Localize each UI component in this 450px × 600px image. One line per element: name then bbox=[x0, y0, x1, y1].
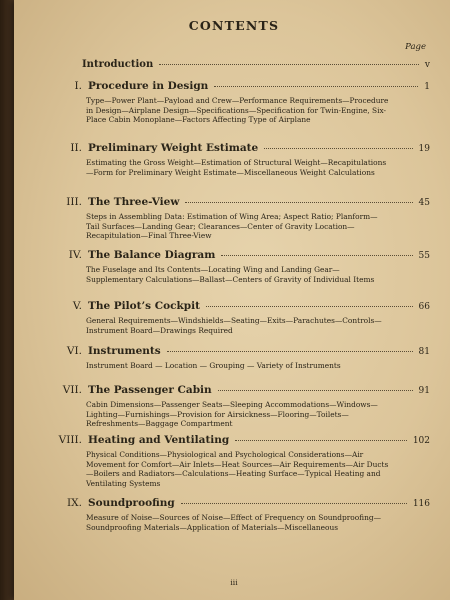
chapter-number: IV. bbox=[68, 249, 82, 261]
dot-leader bbox=[221, 255, 412, 256]
chapter-title: Instruments bbox=[88, 345, 161, 357]
chapter-number: VIII. bbox=[58, 434, 82, 446]
chapter-title: Soundproofing bbox=[88, 497, 175, 509]
dot-leader bbox=[214, 86, 418, 87]
chapter-page: 81 bbox=[418, 347, 430, 357]
chapter-page: 91 bbox=[418, 386, 430, 396]
page-folio: iii bbox=[230, 578, 238, 587]
toc-chapter-7 bbox=[44, 384, 430, 429]
chapter-number: II. bbox=[70, 142, 82, 154]
toc-chapter-9 bbox=[44, 497, 430, 532]
toc-chapter-1 bbox=[44, 80, 430, 125]
chapter-page: 102 bbox=[412, 436, 430, 446]
dot-leader bbox=[264, 148, 412, 149]
toc-entry-page: v bbox=[424, 60, 430, 70]
chapter-title: The Balance Diagram bbox=[88, 249, 216, 261]
chapter-title: Procedure in Design bbox=[88, 80, 209, 92]
chapter-title: The Pilot’s Cockpit bbox=[88, 300, 200, 312]
chapter-page: 116 bbox=[412, 499, 430, 509]
chapter-number: IX. bbox=[67, 497, 82, 509]
toc-chapter-6 bbox=[44, 345, 430, 371]
chapter-number: VII. bbox=[62, 384, 82, 396]
toc-chapter-5 bbox=[44, 300, 430, 335]
chapter-page: 66 bbox=[418, 302, 430, 312]
chapter-description: Instrument Board — Location — Grouping — Variety of Instruments bbox=[86, 361, 341, 370]
dot-leader bbox=[185, 202, 412, 203]
dot-leader bbox=[218, 390, 413, 391]
dot-leader bbox=[167, 351, 413, 352]
toc-chapter-2 bbox=[44, 142, 430, 177]
chapter-page: 45 bbox=[418, 198, 430, 208]
chapter-description: General Requirements—Windshields—Seating—Exits—Parachutes—Controls—Instrument Board—Drawings Required bbox=[86, 316, 382, 335]
dot-leader bbox=[206, 306, 413, 307]
chapter-description: Estimating the Gross Weight—Estimation of Structural Weight—Recapitulations—Form for Preliminary Weight Estimate—Miscellaneous Weight Calculations bbox=[86, 158, 387, 177]
toc-entry-introduction bbox=[82, 59, 430, 70]
chapter-number: V. bbox=[72, 300, 82, 312]
book-page bbox=[14, 0, 450, 600]
chapter-number: I. bbox=[74, 80, 82, 92]
chapter-page: 19 bbox=[418, 144, 430, 154]
chapter-description: Steps in Assembling Data: Estimation of Wing Area; Aspect Ratio; Planform—Tail Surfaces—Landing Gear; Clearances—Center of Gravity Location—Recapitulation—Final Three-View bbox=[86, 212, 378, 241]
toc-chapter-3 bbox=[44, 196, 430, 241]
chapter-title: Heating and Ventilating bbox=[88, 434, 230, 446]
chapter-title: The Three-View bbox=[88, 196, 180, 208]
chapter-description: Physical Conditions—Physiological and Psychological Considerations—Air Movement for Comfort—Air Inlets—Heat Sources—Air Requirements—Air Ducts—Boilers and Radiators—Calculations—Heating Surface—Typical Heating and Ventilating Systems bbox=[86, 450, 389, 488]
chapter-description: Type—Power Plant—Payload and Crew—Performance Requirements—Procedure in Design—Airplane Design—Specifications—Specification for Twin-Engine, Six-Place Cabin Monoplane—Factors Affecting Type of Airplane bbox=[86, 96, 389, 125]
dot-leader bbox=[235, 440, 407, 441]
page-column-header: Page bbox=[405, 42, 426, 52]
chapter-page: 55 bbox=[418, 251, 430, 261]
chapter-description: Measure of Noise—Sources of Noise—Effect of Frequency on Soundproofing—Soundproofing Materials—Application of Materials—Miscellaneous bbox=[86, 513, 381, 532]
chapter-page: 1 bbox=[424, 82, 430, 92]
chapter-description: The Fuselage and Its Contents—Locating Wing and Landing Gear—Supplementary Calculations—Ballast—Centers of Gravity of Individual Items bbox=[86, 265, 375, 284]
chapter-title: Preliminary Weight Estimate bbox=[88, 142, 259, 154]
toc-chapter-8 bbox=[44, 434, 430, 488]
chapter-number: VI. bbox=[66, 345, 82, 357]
toc-chapter-4 bbox=[44, 249, 430, 284]
chapter-number: III. bbox=[66, 196, 82, 208]
dot-leader bbox=[181, 503, 407, 504]
dot-leader bbox=[159, 64, 419, 65]
page-title: CONTENTS bbox=[188, 18, 280, 33]
chapter-description: Cabin Dimensions—Passenger Seats—Sleeping Accommodations—Windows—Lighting—Furnishings—Provision for Airsickness—Flooring—Toilets—Refreshments—Baggage Compartment bbox=[86, 400, 378, 429]
toc-entry-title: Introduction bbox=[82, 59, 154, 70]
chapter-title: The Passenger Cabin bbox=[88, 384, 212, 396]
